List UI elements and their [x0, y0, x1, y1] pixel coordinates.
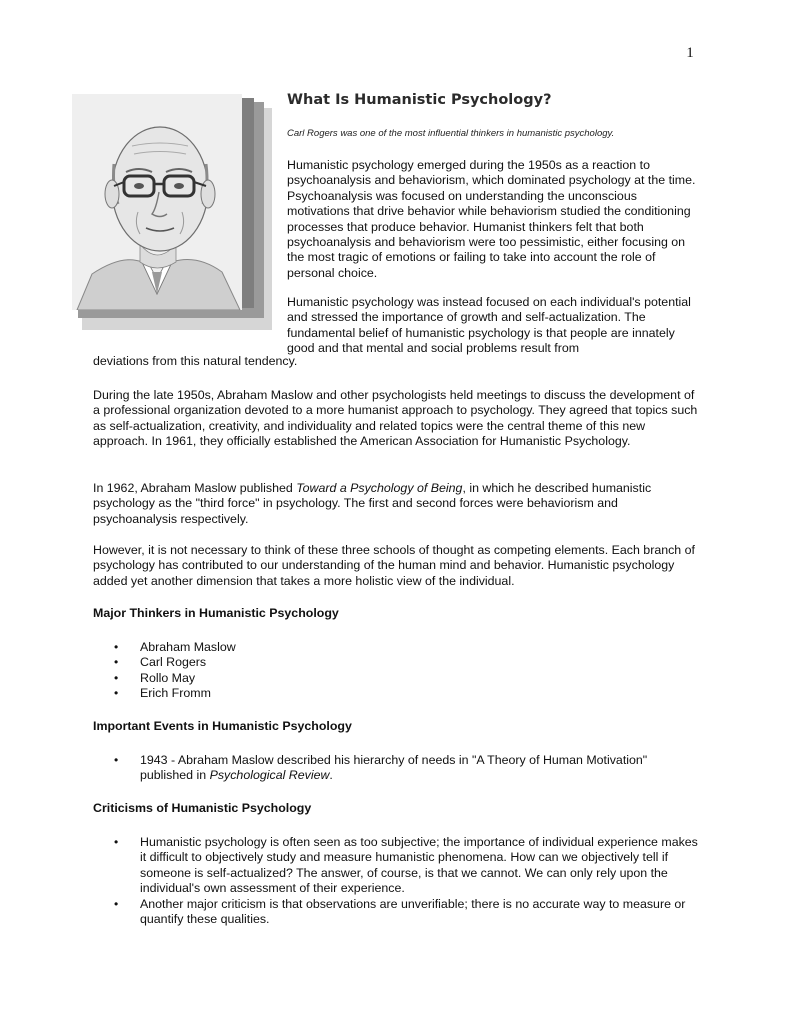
- list-item-text: Humanistic psychology is often seen as too subjective; the importance of individual experience makes it difficult to objectively study and measure humanistic phenomena. How can we objectively tell if someone is self-actualized? The answer, of course, is that we cannot. We can only rely upon the individual's own assessment of their experience.: [140, 835, 698, 896]
- bullet-icon: •: [114, 686, 119, 701]
- list-item: [93, 835, 703, 897]
- journal-title: Psychological Review: [209, 768, 330, 783]
- heading-important-events: Important Events in Humanistic Psychology: [93, 719, 352, 733]
- bullet-icon: •: [114, 655, 119, 670]
- paragraph-focus: Humanistic psychology was instead focused on each individual's potential and stressed the importance of growth and self-actualization. The fundamental belief of humanistic psychology is that people are innately good and that mental and social problems result from: [287, 295, 691, 356]
- paragraph-focus-continued: deviations from this natural tendency.: [93, 354, 298, 368]
- p4-text-start: In 1962, Abraham Maslow published: [93, 481, 297, 495]
- p4-text-end: , in which he described humanistic psychology as the "third force" in psychology. The first and second forces were behaviorism and psychoanalysis respectively.: [93, 481, 652, 526]
- thinkers-list: [93, 640, 693, 702]
- book-title: Toward a Psychology of Being: [296, 481, 463, 495]
- list-item-text: Abraham Maslow: [140, 640, 236, 654]
- paragraph-schools: However, it is not necessary to think of these three schools of thought as competing elements. Each branch of psychology has contributed to our understanding of the human mind and behavior. Humanistic psychology added yet another dimension that takes a more holistic view of the individual.: [93, 543, 695, 588]
- article-title: What Is Humanistic Psychology?: [287, 92, 552, 108]
- carl-rogers-portrait: [72, 94, 242, 310]
- portrait-caption: Carl Rogers was one of the most influential thinkers in humanistic psychology.: [287, 128, 615, 139]
- bullet-icon: •: [114, 896, 119, 911]
- event-text-end: .: [329, 768, 333, 783]
- bullet-icon: •: [114, 640, 119, 654]
- heading-criticisms: Criticisms of Humanistic Psychology: [93, 801, 312, 815]
- list-item: [93, 640, 693, 655]
- list-item-text: Another major criticism is that observations are unverifiable; there is no accurate way to measure or quantify these qualities.: [140, 896, 686, 927]
- bullet-icon: •: [114, 670, 119, 685]
- criticisms-list: [93, 835, 703, 927]
- bullet-icon: •: [114, 753, 119, 767]
- paragraph-history: During the late 1950s, Abraham Maslow and other psychologists held meetings to discuss the development of a professional organization devoted to a more humanist approach to psychology. They agreed that topics such as self-actualization, creativity, and individuality and related topics were the central theme of this new approach. In 1961, they officially established the American Association for Humanistic Psychology.: [93, 388, 698, 449]
- bullet-icon: •: [114, 835, 119, 849]
- paragraph-origins: Humanistic psychology emerged during the 1950s as a reaction to psychoanalysis and behaviorism, which dominated psychology at the time. Psychoanalysis was focused on understanding the unconscious motivations that drive behavior while behaviorism studied the conditioning processes that produce behavior. Humanist thinkers felt that both psychoanalysis and behaviorism were too pessimistic, either focusing on the most tragic of emotions or failing to take into account the role of personal choice.: [287, 158, 696, 280]
- list-item: [93, 753, 693, 784]
- paragraph-third-force: [93, 481, 703, 527]
- events-list: [93, 753, 693, 784]
- list-item: [93, 671, 693, 686]
- event-text-start: 1943 - Abraham Maslow described his hierarchy of needs in "A Theory of Human Motivation" published in: [140, 753, 648, 783]
- list-item: [93, 686, 693, 701]
- list-item-text: Carl Rogers: [140, 655, 207, 670]
- list-item-text: Rollo May: [140, 670, 196, 685]
- heading-major-thinkers: Major Thinkers in Humanistic Psychology: [93, 606, 339, 620]
- list-item: [93, 897, 703, 928]
- list-item-text: Erich Fromm: [140, 686, 211, 701]
- portrait-figure: [64, 88, 278, 334]
- page-number: 1: [686, 45, 694, 61]
- list-item: [93, 655, 693, 670]
